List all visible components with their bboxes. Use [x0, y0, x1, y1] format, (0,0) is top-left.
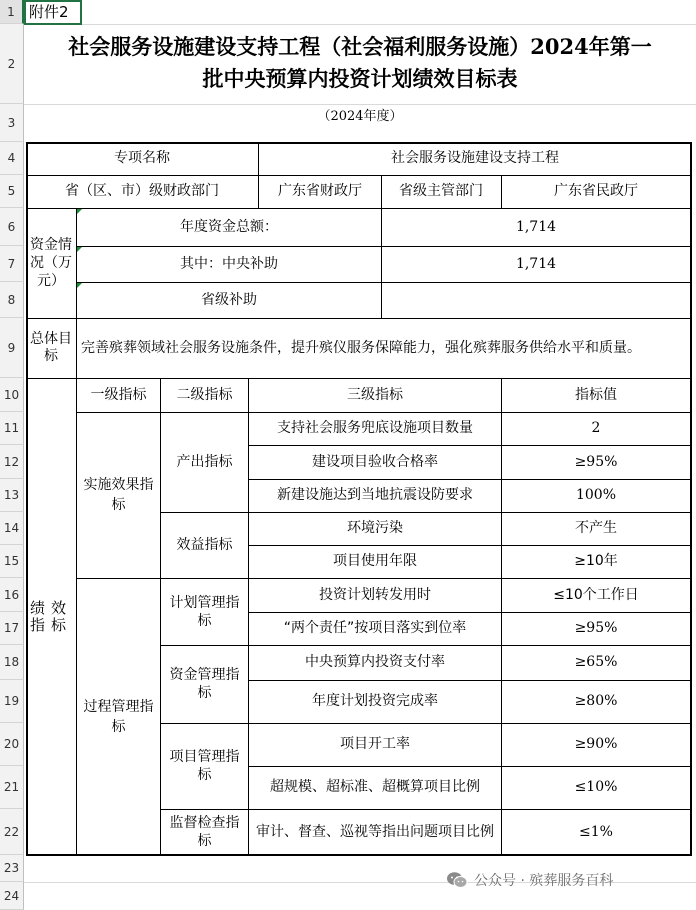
- row-header-4[interactable]: 4: [0, 142, 24, 175]
- row-header-2[interactable]: 2: [0, 24, 24, 104]
- row-header-24[interactable]: 24: [0, 882, 24, 910]
- comment-marker: [77, 247, 82, 252]
- indicator-name[interactable]: 中央预算内投资支付率: [305, 654, 445, 670]
- level1-implement-effect[interactable]: 实施效果指标: [83, 477, 154, 513]
- row-header-8[interactable]: 8: [0, 282, 24, 318]
- level2-plan-mgmt[interactable]: 计划管理指标: [169, 594, 240, 629]
- table-border: [248, 378, 249, 855]
- header-value[interactable]: 指标值: [575, 386, 617, 403]
- row-header-15[interactable]: 15: [0, 545, 24, 578]
- table-border: [161, 512, 691, 513]
- finance-dept-label[interactable]: 省（区、市）级财政部门: [65, 183, 219, 199]
- table-border: [249, 680, 691, 681]
- table-title-line2[interactable]: 批中央预算内投资计划绩效目标表: [202, 66, 518, 91]
- row-header-23[interactable]: 23: [0, 855, 24, 882]
- indicator-value[interactable]: ≥80%: [574, 693, 618, 709]
- indicator-name[interactable]: 项目使用年限: [333, 553, 417, 569]
- table-border: [77, 246, 691, 247]
- comment-marker: [77, 209, 82, 214]
- table-border: [26, 378, 691, 379]
- indicator-name[interactable]: 审计、督查、巡视等指出问题项目比例: [256, 824, 494, 840]
- indicator-name[interactable]: 项目开工率: [340, 736, 410, 752]
- finance-dept-value[interactable]: 广东省财政厅: [278, 183, 362, 199]
- indicator-name[interactable]: 超规模、超标准、超概算项目比例: [270, 779, 480, 795]
- table-border: [26, 208, 691, 209]
- row-header-1[interactable]: 1: [0, 0, 24, 24]
- indicator-value[interactable]: ≥95%: [574, 620, 618, 636]
- table-border: [381, 175, 382, 208]
- row-header-13[interactable]: 13: [0, 479, 24, 512]
- table-border: [249, 545, 691, 546]
- table-border: [249, 479, 691, 480]
- table-border: [161, 809, 691, 810]
- table-border: [26, 142, 28, 856]
- indicator-value[interactable]: ≥95%: [574, 453, 618, 470]
- comment-marker: [77, 283, 82, 288]
- table-border: [26, 142, 691, 144]
- level2-project-mgmt[interactable]: 项目管理指标: [169, 749, 240, 783]
- indicator-name[interactable]: 建设项目验收合格率: [312, 453, 438, 470]
- indicator-value[interactable]: 100%: [575, 487, 617, 503]
- total-funds-label[interactable]: 年度资金总额：: [180, 218, 278, 235]
- indicator-value[interactable]: ≥10年: [574, 553, 618, 569]
- level1-process-mgmt[interactable]: 过程管理指标: [83, 698, 154, 735]
- indicator-value[interactable]: ≥65%: [574, 654, 618, 670]
- overall-goal-label[interactable]: 总体目标: [30, 331, 72, 364]
- overall-goal-text[interactable]: 完善殡葬领域社会服务设施条件，提升殡仪服务保障能力，强化殡葬服务供给水平和质量。: [81, 340, 641, 356]
- gridline: [24, 24, 696, 25]
- indicator-value[interactable]: 不产生: [575, 520, 617, 536]
- table-border: [26, 318, 691, 319]
- row-header-12[interactable]: 12: [0, 445, 24, 479]
- table-border: [249, 445, 691, 446]
- wechat-icon: [446, 871, 468, 889]
- table-border: [501, 175, 502, 208]
- row-header-11[interactable]: 11: [0, 412, 24, 445]
- row-header-16[interactable]: 16: [0, 578, 24, 612]
- row-header-14[interactable]: 14: [0, 512, 24, 545]
- funds-section-label[interactable]: 资金情况（万元）: [30, 237, 72, 289]
- row-header-17[interactable]: 17: [0, 612, 24, 645]
- indicator-name[interactable]: “两个责任”按项目落实到位率: [283, 620, 467, 636]
- level2-supervision[interactable]: 监督检查指标: [169, 815, 240, 849]
- level2-fund-mgmt[interactable]: 资金管理指标: [169, 667, 240, 701]
- watermark-text: 公众号 · 殡葬服务百科: [474, 873, 614, 889]
- table-border: [381, 208, 382, 318]
- indicator-name[interactable]: 环境污染: [347, 520, 403, 536]
- project-name-label[interactable]: 专项名称: [114, 150, 170, 166]
- indicator-name[interactable]: 支持社会服务兜底设施项目数量: [277, 420, 473, 436]
- table-title-line1[interactable]: 社会服务设施建设支持工程（社会福利服务设施）2024年第一: [68, 34, 652, 59]
- table-border: [76, 208, 77, 855]
- row-header-19[interactable]: 19: [0, 680, 24, 723]
- indicator-value[interactable]: ≤10%: [574, 779, 618, 795]
- table-border: [77, 412, 691, 413]
- table-border: [501, 378, 502, 855]
- table-border: [690, 142, 692, 856]
- table-border: [26, 854, 691, 856]
- row-header-22[interactable]: 22: [0, 809, 24, 855]
- table-border: [77, 282, 691, 283]
- central-subsidy-value[interactable]: 1,714: [515, 255, 557, 272]
- table-border: [77, 578, 691, 579]
- performance-indicator-label[interactable]: 绩效指标: [29, 598, 72, 634]
- header-level3[interactable]: 三级指标: [347, 386, 403, 403]
- row-header-10[interactable]: 10: [0, 378, 24, 412]
- total-funds-value[interactable]: 1,714: [515, 218, 557, 235]
- project-name-value[interactable]: 社会服务设施建设支持工程: [391, 150, 559, 166]
- row-header-3[interactable]: 3: [0, 104, 24, 142]
- indicator-name[interactable]: 年度计划投资完成率: [312, 693, 438, 709]
- table-border: [161, 723, 691, 724]
- competent-dept-label[interactable]: 省级主管部门: [399, 183, 483, 199]
- table-border: [249, 612, 691, 613]
- row-header-6[interactable]: 6: [0, 208, 24, 246]
- level2-output[interactable]: 产出指标: [176, 453, 233, 470]
- row-header-18[interactable]: 18: [0, 645, 24, 680]
- table-border: [258, 142, 259, 208]
- central-subsidy-label[interactable]: 其中：中央补助: [180, 255, 278, 272]
- table-border: [161, 645, 691, 646]
- row-header-9[interactable]: 9: [0, 318, 24, 378]
- indicator-name[interactable]: 新建设施达到当地抗震设防要求: [277, 487, 473, 503]
- watermark: [446, 870, 613, 890]
- row-header-7[interactable]: 7: [0, 246, 24, 282]
- header-level1[interactable]: 一级指标: [90, 386, 147, 403]
- attachment-label[interactable]: 附件2: [29, 2, 69, 21]
- row-header-5[interactable]: 5: [0, 175, 24, 208]
- table-border: [26, 175, 691, 176]
- competent-dept-value[interactable]: 广东省民政厅: [554, 183, 638, 199]
- row-header-20[interactable]: 20: [0, 723, 24, 766]
- table-border: [160, 378, 161, 855]
- indicator-value[interactable]: 2: [591, 420, 601, 436]
- provincial-subsidy-value[interactable]: [381, 282, 691, 318]
- indicator-name[interactable]: 投资计划转发用时: [319, 586, 431, 603]
- table-border: [249, 766, 691, 767]
- provincial-subsidy-label[interactable]: 省级补助: [201, 291, 257, 308]
- row-header-21[interactable]: 21: [0, 766, 24, 809]
- year-subtitle[interactable]: （2024年度）: [317, 108, 403, 124]
- level2-benefit[interactable]: 效益指标: [176, 536, 233, 553]
- indicator-value[interactable]: ≤10个工作日: [553, 586, 639, 603]
- indicator-value[interactable]: ≤1%: [579, 823, 613, 840]
- indicator-value[interactable]: ≥90%: [574, 736, 618, 752]
- header-level2[interactable]: 二级指标: [176, 386, 233, 403]
